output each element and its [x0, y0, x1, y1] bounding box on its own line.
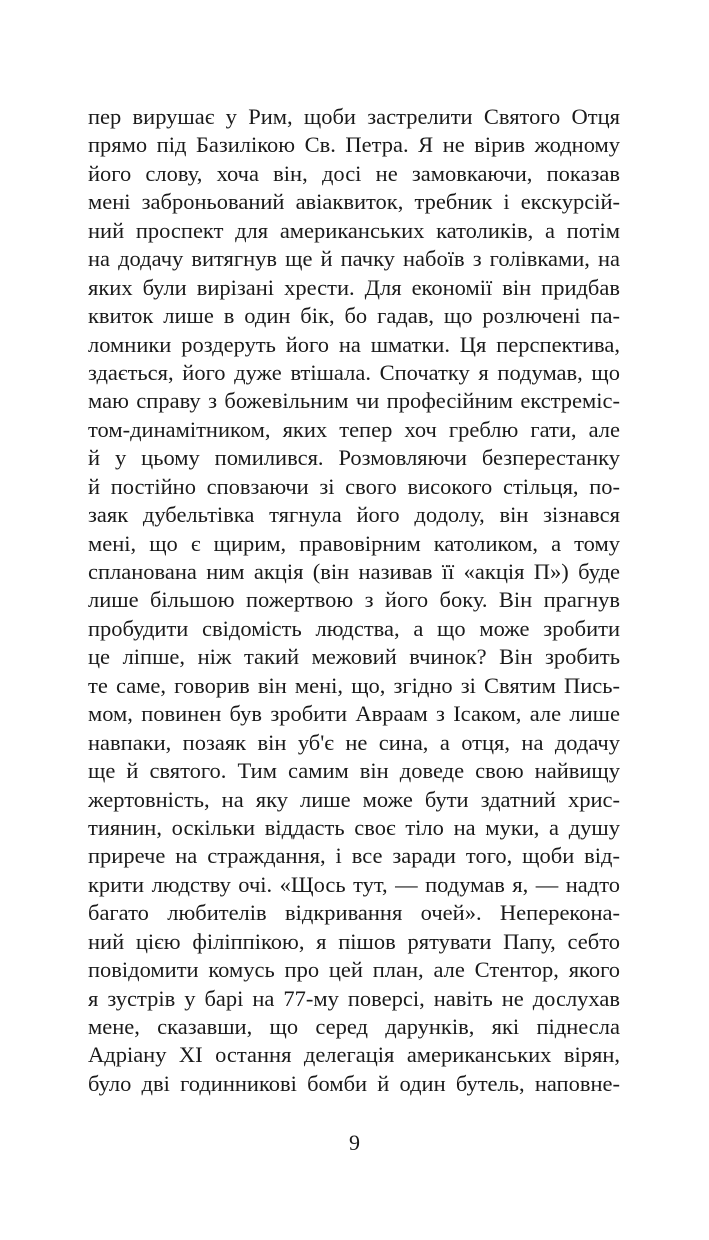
text-line: прямо під Базилікою Св. Петра. Я не вірив жодному — [88, 132, 620, 158]
text-line: том-динамітником, яких тепер хоч греблю гати, але — [88, 416, 620, 442]
text-line: пер вирушає у Рим, щоби застрелити Святого Отця — [88, 104, 620, 129]
text-line: було дві годинникові бомби й один бутель, наповне- — [88, 1070, 620, 1096]
text-line: мене, сказавши, що серед дарунків, які піднесла — [88, 1014, 620, 1039]
text-line: квиток лише в один бік, бо гадав, що розлючені па- — [88, 303, 620, 329]
text-line: приречe на страждання, і все заради того, щоби від- — [88, 843, 620, 869]
text-line: спланована ним акція (він називав її «акція П») буде — [88, 559, 620, 584]
text-line: те саме, говорив він мені, що, згідно зі Святим Пись- — [88, 672, 620, 698]
text-line: ще й святого. Тим самим він доведе свою найвищу — [88, 758, 620, 784]
text-line: здається, його дуже втішала. Спочатку я подумав, що — [88, 359, 620, 385]
body-text — [88, 103, 620, 1098]
text-line: на додачу витягнув ще й пачку набоїв з голівками, на — [88, 246, 620, 272]
text-line: пробудити свідомість людства, а що може зробити — [88, 615, 620, 641]
text-line: мом, повинен був зробити Авраам з Ісаком, але лише — [88, 701, 620, 727]
text-line: мені, що є щирим, правовірним католиком, а тому — [88, 530, 620, 556]
text-line: його слову, хоча він, досі не замовкаючи, показав — [88, 160, 620, 186]
text-line: я зустрів у барі на 77-му поверсі, навіть не дослухав — [88, 985, 620, 1011]
text-line: навпаки, позаяк він уб'є не сина, а отця, на додачу — [88, 729, 620, 755]
text-line: багато любителів відкривання очей». Непереконa- — [88, 900, 620, 926]
text-line: Адріану XI остання делегація американських вірян, — [88, 1042, 620, 1068]
text-line: маю справу з божевільним чи професійним екстреміс- — [88, 388, 620, 414]
text-line: жертовність, на яку лише може бути здатний хрис- — [88, 786, 620, 812]
text-line: ний проспект для американських католиків, а потім — [88, 217, 620, 243]
text-line: мені заброньований авіаквиток, требник і екскурсій- — [88, 189, 620, 215]
text-line: яких були вирізані хрести. Для економії він придбав — [88, 274, 620, 300]
text-line: й постійно сповзаючи зі свого високого стільця, по- — [88, 473, 620, 499]
text-line: лише більшою пожертвою з його боку. Він прагнув — [88, 587, 620, 613]
text-line: це ліпше, ніж такий межовий вчинок? Він зробить — [88, 644, 620, 670]
text-line: й у цьому помилився. Розмовляючи безперестанку — [88, 445, 620, 471]
text-line: ний цією філіппікою, я пішов рятувати Папу, себто — [88, 928, 620, 954]
text-line: крити людству очі. «Щось тут, — подумав я, — надто — [88, 871, 620, 897]
text-line: ломники роздеруть його на шматки. Ця перспектива, — [88, 331, 620, 357]
text-line: тиянин, оскільки віддасть своє тіло на муки, а душу — [88, 814, 620, 840]
text-line: повідомити комусь про цей план, але Стентор, якого — [88, 957, 620, 983]
page-number: 9 — [349, 1130, 360, 1155]
text-line: заяк дубельтівка тягнула його додолу, він зізнався — [88, 502, 620, 528]
